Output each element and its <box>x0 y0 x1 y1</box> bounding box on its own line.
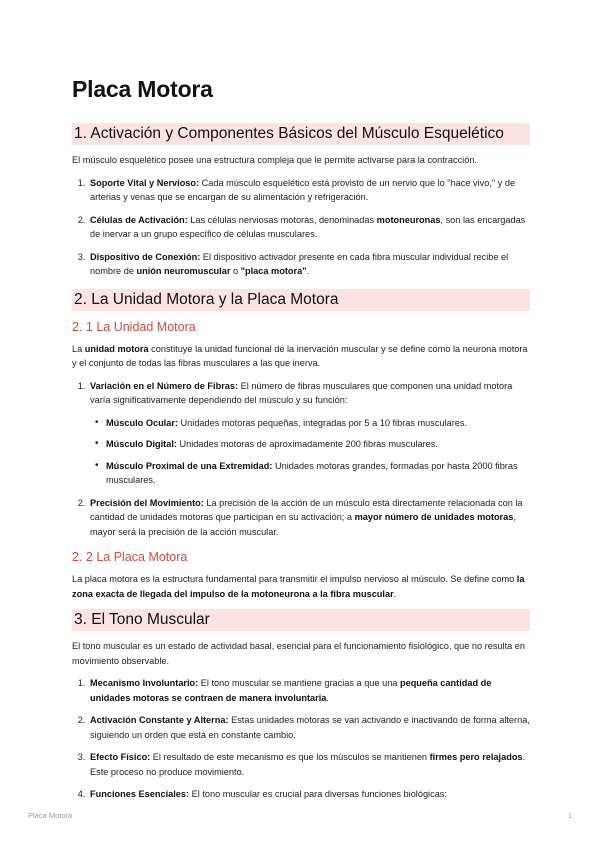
list-item <box>88 250 530 279</box>
item-bold-text: "placa motora" <box>240 266 307 276</box>
item-bold-text: mayor número de unidades motoras <box>354 512 514 522</box>
subsection-2-1-intro <box>72 342 530 371</box>
item-label: Mecanismo Involuntario: <box>90 678 199 688</box>
item-label: Precisión del Movimiento: <box>90 497 204 508</box>
bold-text: la zona exacta de llegada del impulso de la motoneurona a la fibra muscular <box>72 574 525 599</box>
section-1 <box>72 123 530 279</box>
text: La <box>72 343 85 354</box>
bullet-item <box>106 437 530 452</box>
section-2 <box>72 289 530 602</box>
item-text: El resultado de este mecanismo es que los músculos se mantienen <box>150 752 430 762</box>
item-label: Efecto Físico: <box>90 752 151 762</box>
bold-text: unidad motora <box>84 343 149 354</box>
item-text: . <box>306 266 310 276</box>
item-label: Células de Activación: <box>90 214 188 225</box>
text: constituye la unidad funcional de la inervación muscular y se define como la neurona motora y el conjunto de todas las fibras musculares a las que inerva. <box>72 343 528 368</box>
list-item <box>88 713 530 742</box>
item-text: . Este proceso no produce movimiento. <box>90 752 526 777</box>
item-text: Cada músculo esquelético está provisto de un nervio que lo "hace vivo," y de arterias y venas que se encargan de su alimentación y refrigeración. <box>90 177 516 202</box>
item-label: Dispositivo de Conexión: <box>90 251 201 262</box>
item-text: , son las encargadas de inervar a un grupo específico de células musculares. <box>90 214 526 239</box>
bullet-list <box>90 416 530 488</box>
item-text: . <box>326 692 329 703</box>
section-1-heading: 1. Activación y Componentes Básicos del Músculo Esquelético <box>72 123 530 145</box>
item-text: La precisión de la acción de un músculo está directamente relacionada con la cantidad de unidades motoras que participan en su activación; a <box>90 497 523 522</box>
list-item <box>88 787 530 802</box>
item-label: Músculo Proximal de una Extremidad: <box>106 460 273 471</box>
list-item <box>88 496 530 540</box>
list-item <box>88 213 530 242</box>
subsection-2-2-text <box>72 572 530 601</box>
section-3 <box>72 609 530 802</box>
bullet-item <box>106 459 530 488</box>
subsection-2-2-heading: 2. 2 La Placa Motora <box>72 550 188 564</box>
section-3-heading: 3. El Tono Muscular <box>72 609 530 631</box>
item-label: Soporte Vital y Nervioso: <box>90 177 200 188</box>
item-text: El tono muscular es crucial para diversas funciones biológicas: <box>189 789 447 799</box>
item-label: Músculo Digital: <box>106 439 177 449</box>
section-3-list <box>72 676 530 802</box>
text: La placa motora es la estructura fundamental para transmitir el impulso nervioso al músculo. Se define como <box>72 574 517 584</box>
subsection-2-1-list <box>72 379 530 540</box>
item-text: Unidades motoras pequeñas, integradas por 5 a 10 fibras musculares. <box>177 417 468 428</box>
item-text: Las células nerviosas motoras, denominadas <box>187 214 377 225</box>
item-text: El tono muscular se mantiene gracias a que una <box>198 678 400 688</box>
item-text: Unidades motoras de aproximadamente 200 fibras musculares. <box>176 439 438 449</box>
item-label: Variación en el Número de Fibras: <box>90 380 239 391</box>
section-1-list <box>72 176 530 279</box>
item-text: o <box>230 266 241 276</box>
item-text: El número de fibras musculares que componen una unidad motora varía significativamente dependiendo del músculo y su función: <box>90 380 513 405</box>
text: . <box>393 588 397 599</box>
document-page <box>72 76 530 812</box>
list-item <box>88 676 530 705</box>
section-2-heading: 2. La Unidad Motora y la Placa Motora <box>72 289 530 311</box>
list-item <box>88 750 530 779</box>
item-label: Músculo Ocular: <box>106 417 178 428</box>
subsection-2-1-heading: 2. 1 La Unidad Motora <box>72 319 196 334</box>
bullet-item <box>106 416 530 431</box>
page-number: 1 <box>568 811 573 820</box>
item-bold-text: pequeña cantidad de unidades motoras se contraen de manera involuntaria <box>90 678 492 703</box>
item-text: , mayor será la precisión de la acción muscular. <box>90 512 516 537</box>
item-bold-text: motoneuronas <box>376 214 441 225</box>
section-3-intro: El tono muscular es un estado de actividad basal, esencial para el funcionamiento fisiológico, que no resulta en movimiento observable. <box>72 641 526 666</box>
section-1-intro: El músculo esquelético posee una estructura compleja que le permite activarse para la contracción. <box>72 155 477 165</box>
list-item <box>88 176 530 205</box>
item-bold-text: firmes pero relajados <box>429 752 523 762</box>
item-bold-text: unión neuromuscular <box>136 266 231 276</box>
list-item <box>88 379 530 488</box>
page-title: Placa Motora <box>72 76 213 102</box>
item-text: El dispositivo activador presente en cada fibra muscular individual recibe el nombre de <box>90 251 509 276</box>
item-label: Activación Constante y Alterna: <box>90 715 229 725</box>
item-text: Estas unidades motoras se van activando e inactivando de forma alterna, siguiendo un orden que está en constante cambio. <box>90 715 530 740</box>
item-text: Unidades motoras grandes, formadas por hasta 2000 fibras musculares. <box>106 460 518 485</box>
item-label: Funciones Esenciales: <box>90 789 190 799</box>
footer-title: Placa Motora <box>28 811 73 820</box>
